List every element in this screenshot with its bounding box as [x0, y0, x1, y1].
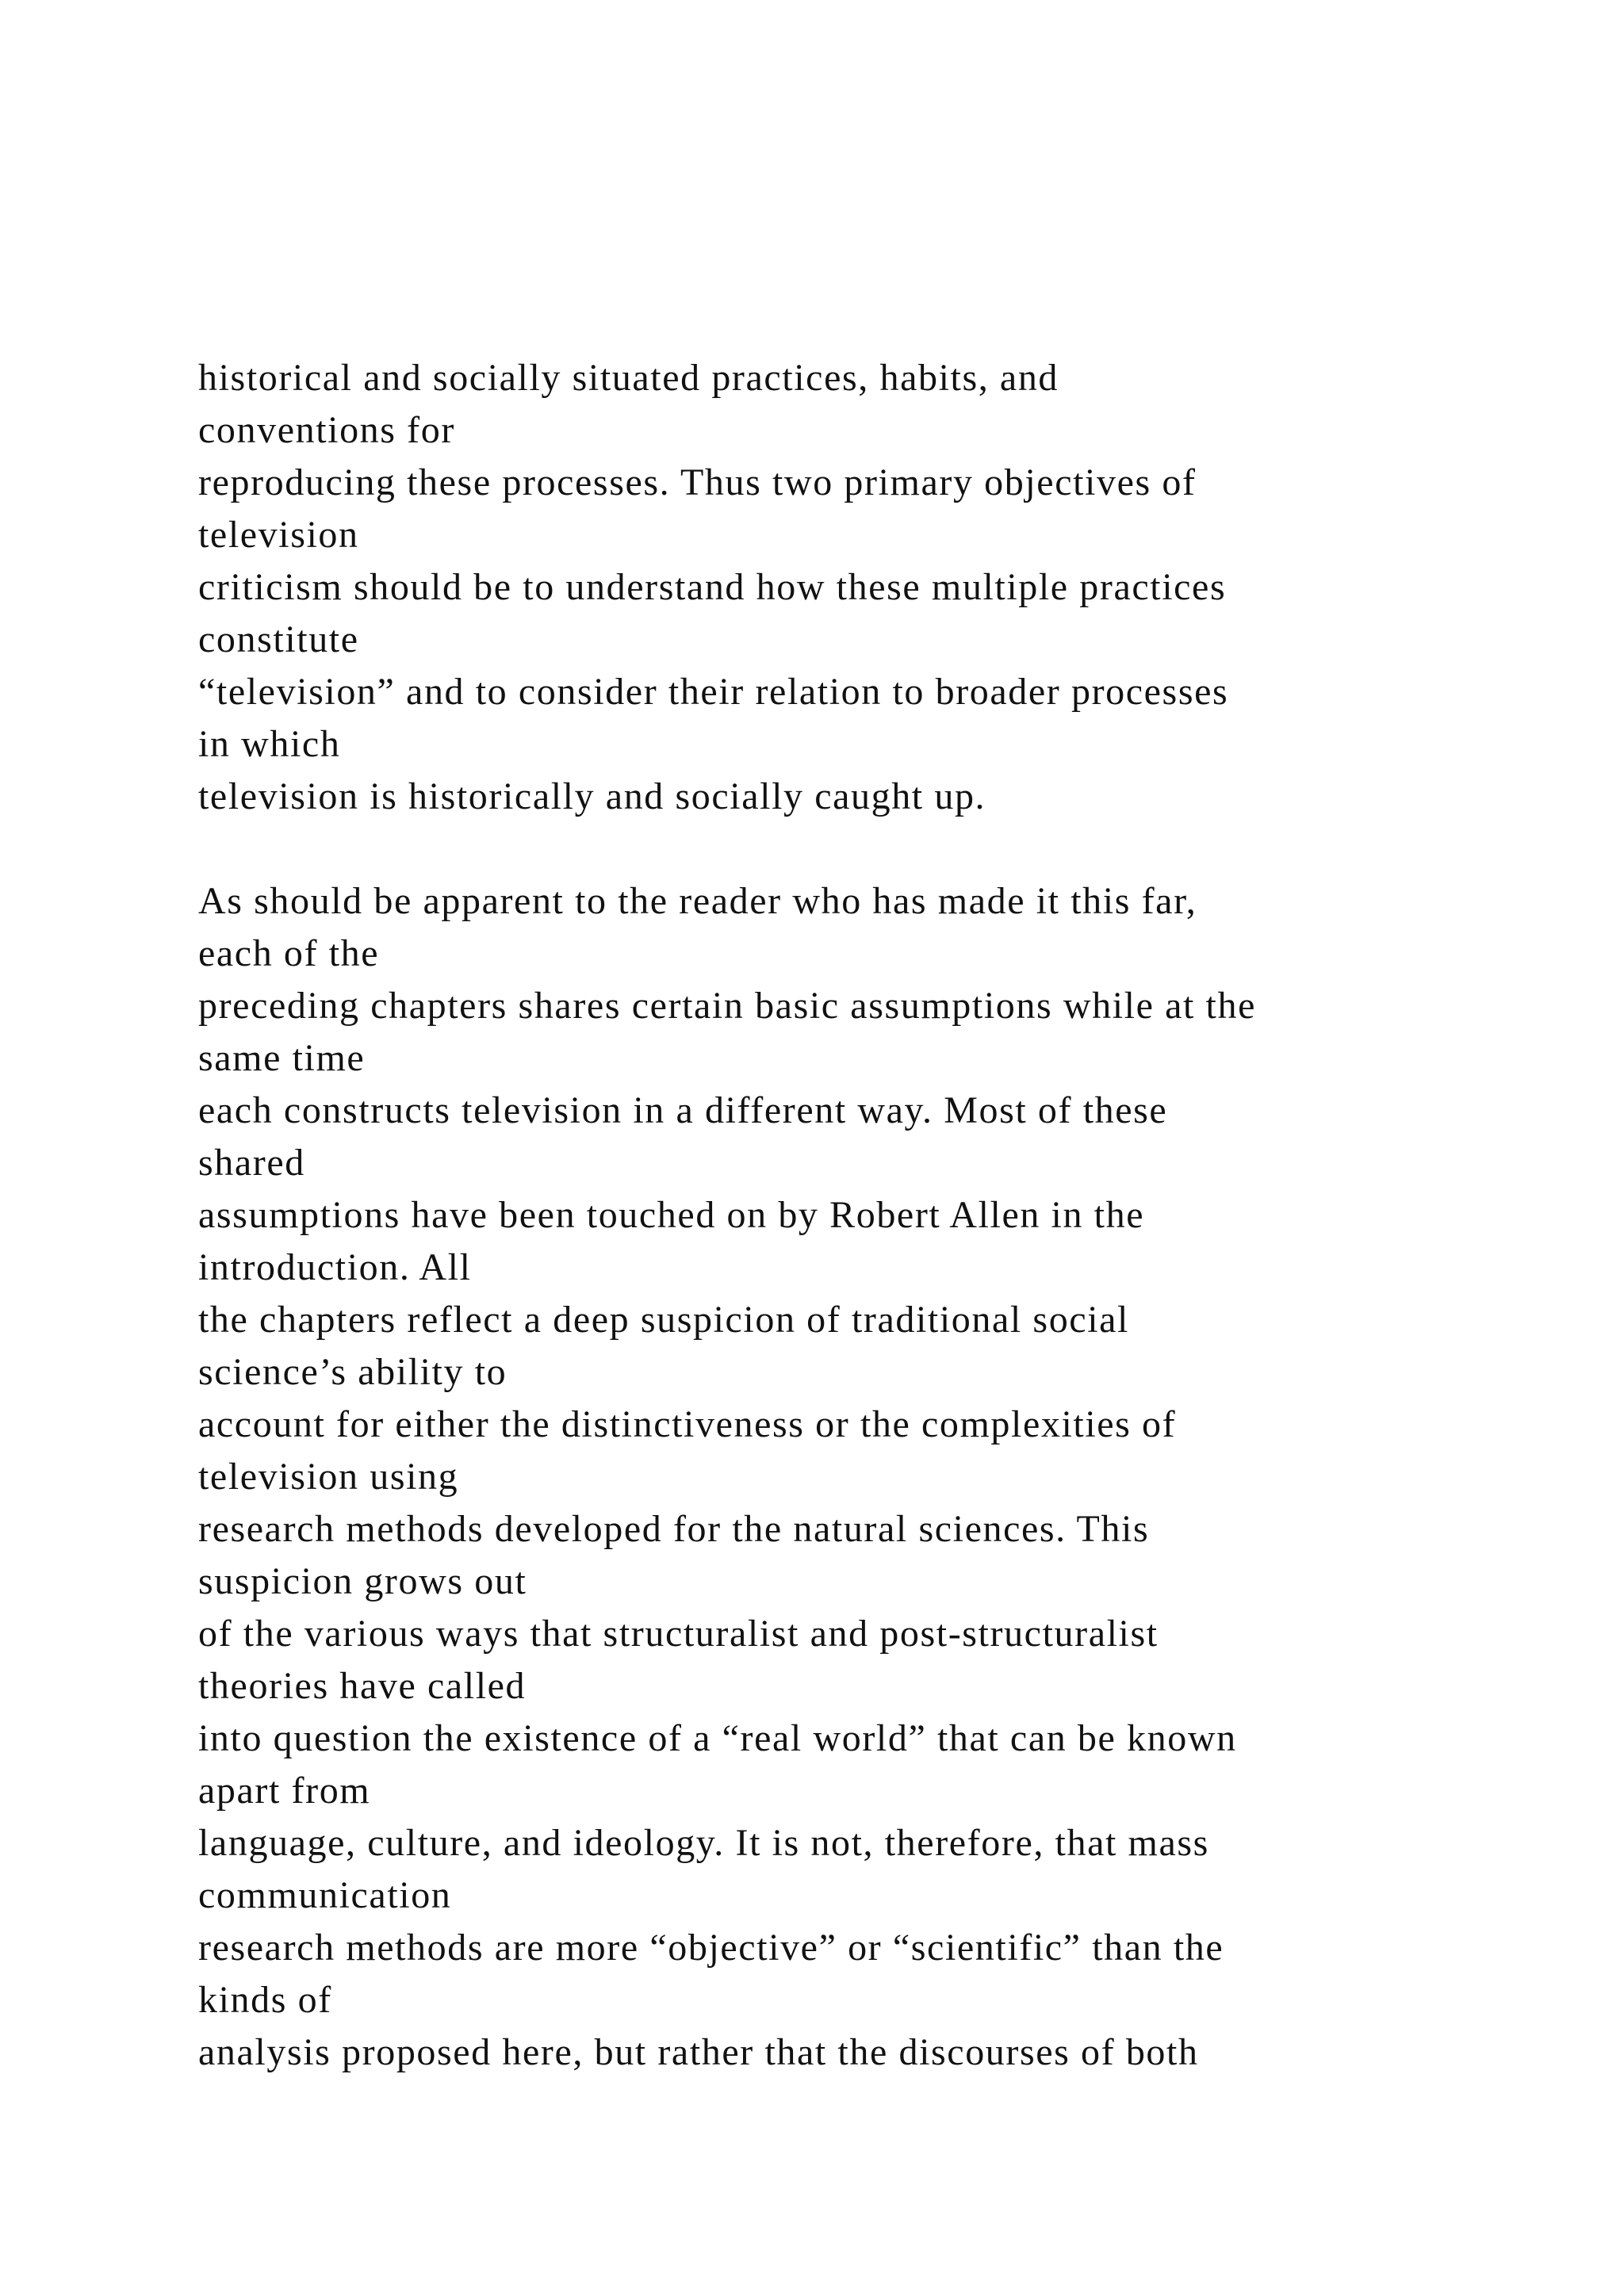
- body-text: [198, 352, 1467, 2079]
- paragraph-1: [198, 352, 1467, 823]
- text-line: television is historically and socially caught up.: [198, 775, 986, 817]
- text-line: account for either the distinctiveness or the complexities of: [198, 1403, 1177, 1445]
- text-line: theories have called: [198, 1665, 527, 1707]
- text-line: television using: [198, 1456, 459, 1498]
- text-line: communication: [198, 1874, 452, 1916]
- text-line: criticism should be to understand how these multiple practices: [198, 566, 1227, 608]
- text-line: apart from: [198, 1770, 371, 1812]
- text-line: suspicion grows out: [198, 1560, 527, 1602]
- text-line: television: [198, 514, 359, 556]
- text-line: historical and socially situated practices, habits, and: [198, 357, 1059, 399]
- text-line: into question the existence of a “real world” that can be known: [198, 1717, 1237, 1759]
- text-line: As should be apparent to the reader who has made it this far,: [198, 880, 1197, 922]
- text-line: of the various ways that structuralist and post-structuralist: [198, 1613, 1159, 1655]
- text-line: introduction. All: [198, 1246, 472, 1288]
- text-line: kinds of: [198, 1979, 332, 2021]
- text-line: constitute: [198, 618, 359, 660]
- paragraph-2: [198, 875, 1467, 2079]
- text-line: research methods developed for the natural sciences. This: [198, 1508, 1150, 1550]
- text-line: reproducing these processes. Thus two primary objectives of: [198, 461, 1197, 503]
- text-line: shared: [198, 1142, 305, 1184]
- text-line: the chapters reflect a deep suspicion of traditional social: [198, 1299, 1129, 1341]
- text-line: analysis proposed here, but rather that the discourses of both: [198, 2031, 1199, 2073]
- text-line: science’s ability to: [198, 1351, 508, 1393]
- text-line: research methods are more “objective” or “scientific” than the: [198, 1927, 1224, 1969]
- text-line: in which: [198, 723, 341, 765]
- text-line: each constructs television in a different way. Most of these: [198, 1089, 1168, 1131]
- paragraph-spacer: [198, 823, 1467, 875]
- text-line: each of the: [198, 932, 380, 974]
- text-line: assumptions have been touched on by Robert Allen in the: [198, 1194, 1145, 1236]
- text-line: same time: [198, 1037, 366, 1079]
- text-line: conventions for: [198, 409, 455, 451]
- text-line: “television” and to consider their relation to broader processes: [198, 671, 1229, 713]
- text-line: language, culture, and ideology. It is not, therefore, that mass: [198, 1822, 1209, 1864]
- text-line: preceding chapters shares certain basic assumptions while at the: [198, 985, 1256, 1027]
